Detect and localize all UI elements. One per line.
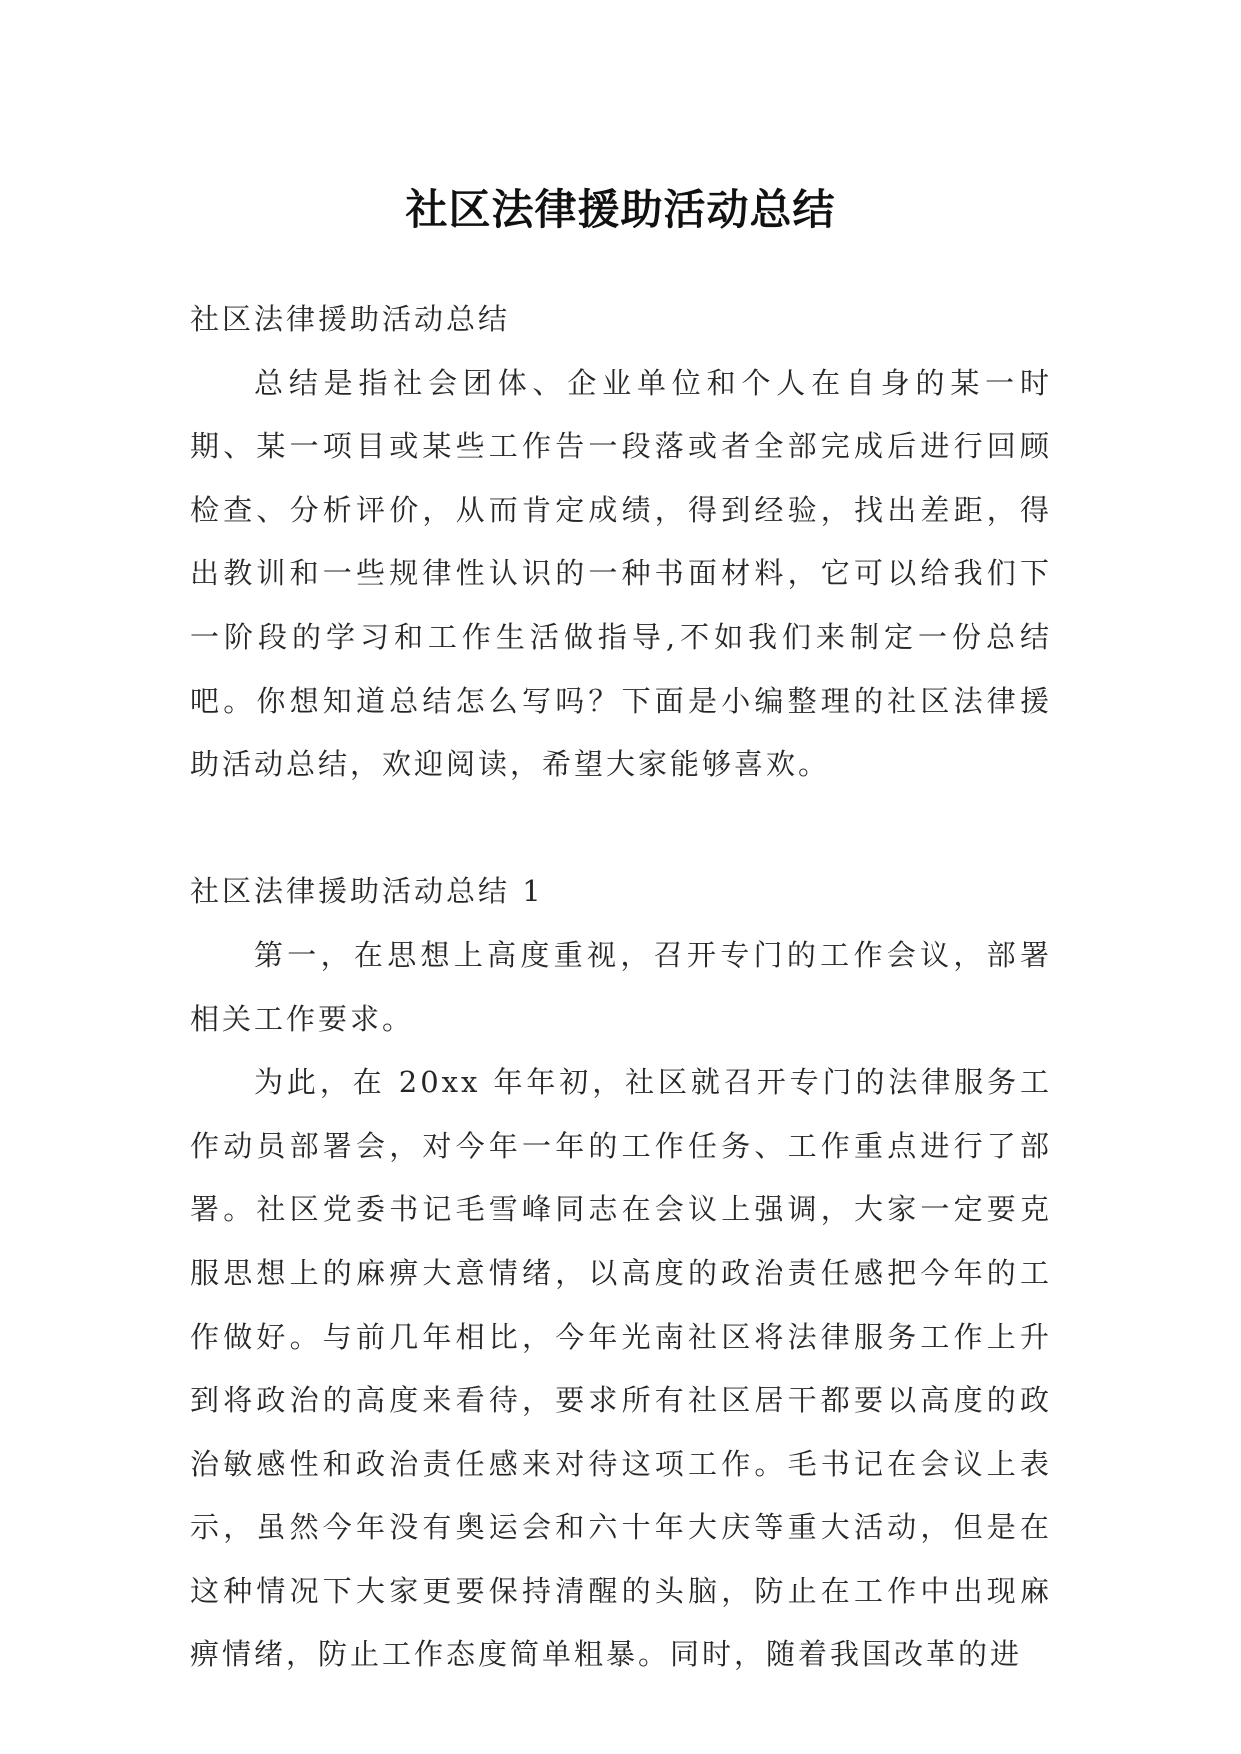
document-body (190, 288, 1052, 1687)
section-1-paragraph-1: 第一，在思想上高度重视，召开专门的工作会议，部署相关工作要求。 (190, 937, 1052, 1036)
document-subtitle: 社区法律援助活动总结 (190, 302, 511, 336)
page-title: 社区法律援助活动总结 (405, 185, 836, 235)
section-1-heading: 社区法律援助活动总结 1 (190, 874, 544, 909)
intro-paragraph: 总结是指社会团体、企业单位和个人在自身的某一时期、某一项目或某些工作告一段落或者全部完成后进行回顾检查、分析评价，从而肯定成绩，得到经验，找出差距，得出教训和一些规律性认识的一种书面材料，它可以给我们下一阶段的学习和工作生活做指导,不如我们来制定一份总结吧。你想知道总结怎么写吗？下面是小编整理的社区法律援助活动总结，欢迎阅读，希望大家能够喜欢。 (190, 365, 1052, 782)
section-1-paragraph-2: 为此，在 20xx 年年初，社区就召开专门的法律服务工作动员部署会，对今年一年的工作任务、工作重点进行了部署。社区党委书记毛雪峰同志在会议上强调，大家一定要克服思想上的麻痹大意情绪，以高度的政治责任感把今年的工作做好。与前几年相比，今年光南社区将法律服务工作上升到将政治的高度来看待，要求所有社区居干都要以高度的政治敏感性和政治责任感来对待这项工作。毛书记在会议上表示，虽然今年没有奥运会和六十年大庆等重大活动，但是在这种情况下大家更要保持清醒的头脑，防止在工作中出现麻痹情绪，防止工作态度简单粗暴。同时，随着我国改革的进 (190, 1065, 1052, 1672)
